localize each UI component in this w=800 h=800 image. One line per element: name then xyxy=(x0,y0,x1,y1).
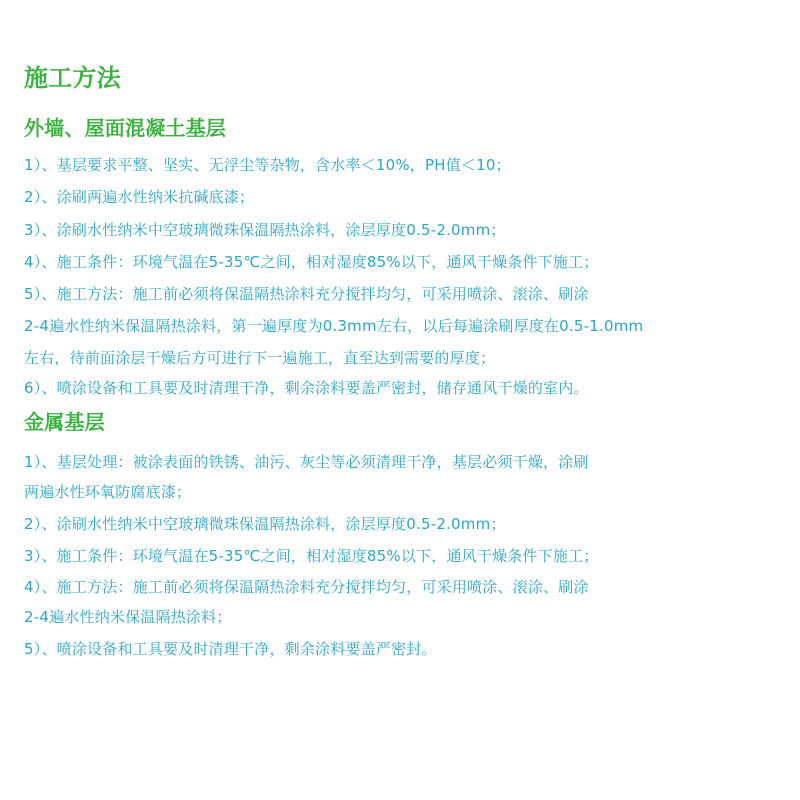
paragraph-line: 左右，待前面涂层干燥后方可进行下一遍施工，直至达到需要的厚度； xyxy=(24,349,496,367)
page-title: 施工方法 xyxy=(24,64,121,92)
paragraph-line: 3）、涂刷水性纳米中空玻璃微珠保温隔热涂料，涂层厚度0.5-2.0mm； xyxy=(24,221,506,239)
paragraph-line: 两遍水性环氧防腐底漆； xyxy=(24,483,192,501)
section-heading-metal: 金属基层 xyxy=(24,410,105,434)
paragraph-line: 1）、基层处理：被涂表面的铁锈、油污、灰尘等必须清理干净，基层必须干燥，涂刷 xyxy=(24,453,589,471)
paragraph-line: 2）、涂刷水性纳米中空玻璃微珠保温隔热涂料，涂层厚度0.5-2.0mm； xyxy=(24,515,506,533)
paragraph-line: 4）、施工方法：施工前必须将保温隔热涂料充分搅拌均匀，可采用喷涂、滚涂、刷涂 xyxy=(24,578,589,596)
paragraph-line: 5）、喷涂设备和工具要及时清理干净，剩余涂料要盖严密封。 xyxy=(24,640,437,658)
section-heading-concrete: 外墙、屋面混凝土基层 xyxy=(24,116,226,140)
paragraph-line: 2-4遍水性纳米保温隔热涂料，第一遍厚度为0.3mm左右，以后每遍涂刷厚度在0.5-1.0mm xyxy=(24,317,644,335)
paragraph-line: 2）、涂刷两遍水性纳米抗碱底漆； xyxy=(24,188,255,206)
paragraph-line: 5）、施工方法：施工前必须将保温隔热涂料充分搅拌均匀，可采用喷涂、滚涂、刷涂 xyxy=(24,285,589,303)
paragraph-line: 1）、基层要求平整、坚实、无浮尘等杂物，含水率＜10%，PH值＜10； xyxy=(24,156,511,174)
paragraph-line: 6）、喷涂设备和工具要及时清理干净，剩余涂料要盖严密封，储存通风干燥的室内。 xyxy=(24,379,589,397)
paragraph-line: 3）、施工条件：环境气温在5-35℃之间，相对湿度85%以下，通风干燥条件下施工； xyxy=(24,547,599,565)
paragraph-line: 2-4遍水性纳米保温隔热涂料； xyxy=(24,608,232,626)
paragraph-line: 4）、施工条件：环境气温在5-35℃之间，相对湿度85%以下，通风干燥条件下施工； xyxy=(24,253,599,271)
